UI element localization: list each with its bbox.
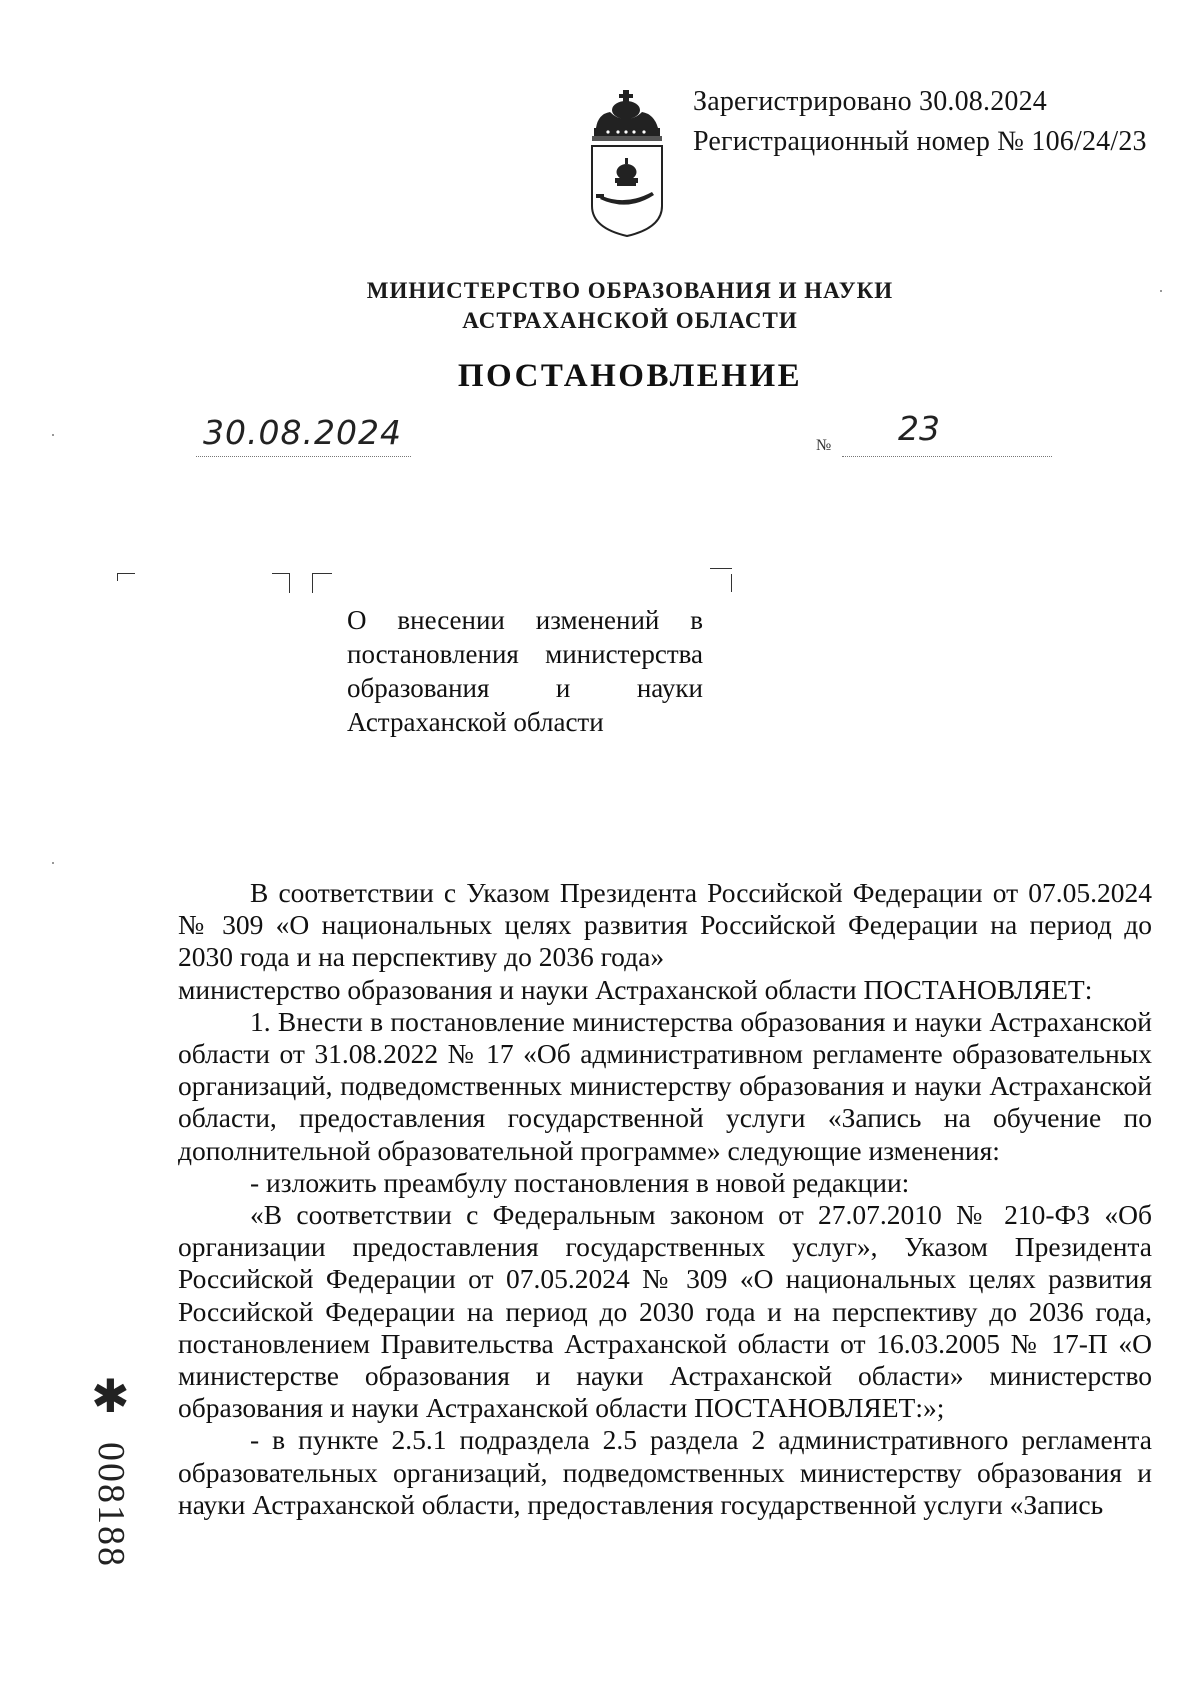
corner-mark — [117, 573, 118, 581]
scan-speck — [1160, 290, 1162, 292]
corner-mark — [117, 573, 135, 574]
asterisk-mark: ✱ — [91, 1369, 130, 1423]
body-paragraph: В соответствии с Указом Президента Российской Федерации от 07.05.2024 № 309 «О национальных целях развития Российской Федерации на период до 2030 года и на перспективу до 2036 года» — [178, 877, 1152, 973]
corner-mark — [710, 568, 732, 569]
body-paragraph: министерство образования и науки Астраханской области ПОСТАНОВЛЯЕТ: — [178, 973, 1093, 1005]
ministry-header — [250, 276, 1010, 336]
side-serial-number — [86, 1395, 136, 1615]
corner-mark — [272, 573, 290, 574]
number-sign: № — [816, 437, 832, 454]
handwritten-number: 23 — [898, 409, 940, 448]
number-underline — [842, 456, 1052, 457]
corner-mark — [289, 573, 290, 593]
corner-mark — [312, 573, 332, 574]
body-paragraph: - в пункте 2.5.1 подраздела 2.5 раздела 2 административного регламента образовательных организаций, подведомственных министерству образования и науки Астраханской области, предоставления государственной услуги «Запись — [178, 1424, 1152, 1520]
corner-mark — [312, 573, 313, 593]
serial-text: 008188 — [90, 1442, 132, 1568]
document-subject — [347, 603, 703, 739]
ministry-name-line1: МИНИСТЕРСТВО ОБРАЗОВАНИЯ И НАУКИ — [366, 278, 894, 303]
handwritten-date: 30.08.2024 — [203, 413, 402, 452]
document-type: ПОСТАНОВЛЕНИЕ — [457, 358, 803, 394]
ministry-name-line2: АСТРАХАНСКОЙ ОБЛАСТИ — [462, 308, 798, 333]
document-body — [178, 877, 1152, 1521]
subject-line: О внесении изменений в — [347, 605, 703, 635]
body-paragraph: «В соответствии с Федеральным законом от 27.07.2010 № 210-ФЗ «Об организации предоставления государственных услуг», Указом Президента Российской Федерации от 07.05.2024 № 309 «О национальных целях развития Российской Федерации на период до 2030 года и на перспективу до 2036 года, постановлением Правительства Астраханской области от 16.03.2005 № 17-П «О министерстве образования и науки Астраханской области» министерство образования и науки Астраханской области ПОСТАНОВЛЯЕТ:»; — [178, 1199, 1152, 1424]
corner-mark — [731, 574, 732, 592]
scan-speck — [52, 862, 54, 864]
date-underline — [196, 456, 411, 457]
body-paragraph: - изложить преамбулу постановления в новой редакции: — [250, 1166, 910, 1198]
registration-block — [693, 82, 1147, 162]
subject-line: постановления министерства — [347, 639, 703, 669]
scan-speck — [52, 434, 54, 436]
registration-date: Зарегистрировано 30.08.2024 — [693, 86, 1048, 117]
subject-line: Астраханской области — [347, 707, 604, 737]
body-paragraph: 1. Внести в постановление министерства образования и науки Астраханской области от 31.08.2022 № 17 «Об административном регламенте образовательных организаций, подведомственных министерству образования и науки Астраханской области, предоставления государственной услуги «Запись на обучение по дополнительной образовательной программе» следующие изменения: — [178, 1005, 1152, 1166]
registration-number: Регистрационный номер № 106/24/23 — [693, 126, 1147, 157]
astrakhan-coat-of-arms-icon — [588, 88, 666, 238]
subject-line: образования и науки — [347, 673, 703, 703]
